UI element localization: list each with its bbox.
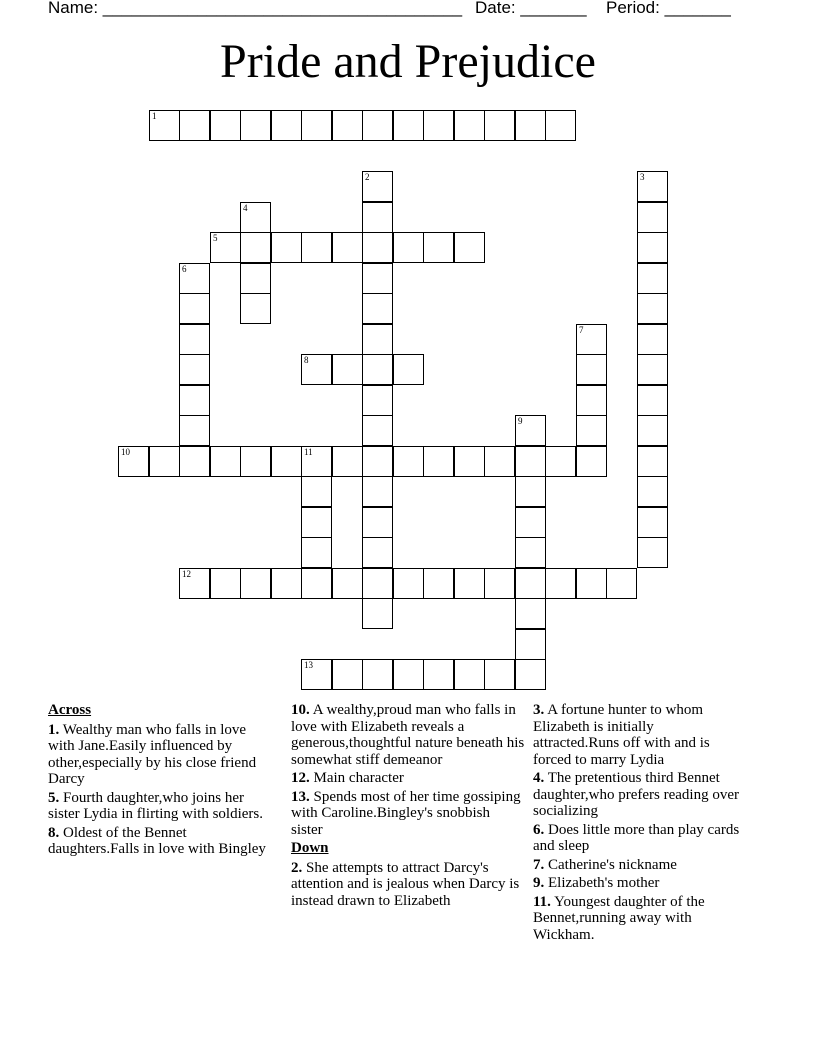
clue-down-4 [533, 770, 743, 820]
clue-text: Oldest of the Bennet daughters.Falls in love with Bingley [48, 824, 266, 857]
clue-number-label: 5 [213, 233, 218, 243]
clue-number-label: 10 [121, 447, 130, 457]
crossword-cell[interactable] [301, 110, 332, 141]
crossword-cell[interactable] [515, 507, 546, 538]
crossword-cell[interactable] [362, 598, 393, 629]
crossword-cell[interactable] [454, 110, 485, 141]
crossword-cell[interactable] [515, 629, 546, 660]
across-heading: Across [48, 702, 92, 718]
crossword-cell[interactable] [362, 110, 393, 141]
crossword-cell[interactable] [515, 415, 546, 446]
crossword-cell[interactable] [545, 568, 576, 599]
crossword-cell[interactable] [515, 537, 546, 568]
crossword-cell[interactable] [393, 354, 424, 385]
clue-down-2 [291, 860, 525, 910]
clue-text: The pretentious third Bennet daughter,who prefers reading over socializing [533, 770, 739, 819]
crossword-cell[interactable] [301, 568, 332, 599]
clue-text: A wealthy,proud man who falls in love with Elizabeth reveals a generous,thoughtful nature beneath his somewhat stiff demeanor [291, 702, 525, 768]
crossword-cell[interactable] [271, 568, 302, 599]
crossword-cell[interactable] [210, 110, 241, 141]
clue-text: Main character [313, 770, 404, 786]
clue-down-3 [533, 702, 743, 768]
crossword-cell[interactable] [332, 110, 363, 141]
crossword-cell[interactable] [362, 324, 393, 355]
crossword-cell[interactable] [637, 293, 668, 324]
crossword-cell[interactable] [332, 446, 363, 477]
crossword-cell[interactable] [179, 446, 210, 477]
clue-number-label: 3 [640, 172, 645, 182]
clue-number: 1. [48, 721, 60, 738]
crossword-cell[interactable] [362, 537, 393, 568]
clue-number: 13. [291, 788, 310, 805]
crossword-cell[interactable] [637, 385, 668, 416]
clue-text: A fortune hunter to whom Elizabeth is initially attracted.Runs off with and is forced to marry Lydia [533, 702, 710, 768]
crossword-cell[interactable] [210, 446, 241, 477]
worksheet-header [0, 0, 816, 22]
crossword-cell[interactable] [362, 659, 393, 690]
clue-number: 6. [533, 821, 545, 838]
clue-across-1 [48, 722, 274, 788]
crossword-cell[interactable] [515, 568, 546, 599]
clue-number-label: 7 [579, 325, 584, 335]
clue-text: Wealthy man who falls in love with Jane.Easily influenced by other,especially by his close friend Darcy [48, 721, 257, 787]
crossword-cell[interactable] [362, 568, 393, 599]
crossword-cell[interactable] [301, 537, 332, 568]
crossword-cell[interactable] [454, 659, 485, 690]
clue-down-11 [533, 894, 743, 944]
clue-across-12 [291, 770, 525, 787]
crossword-cell[interactable] [454, 568, 485, 599]
crossword-cell[interactable] [637, 446, 668, 477]
crossword-cell[interactable] [332, 659, 363, 690]
crossword-cell[interactable] [362, 354, 393, 385]
crossword-cell[interactable] [362, 446, 393, 477]
crossword-cell[interactable] [637, 507, 668, 538]
clue-across-13 [291, 789, 525, 839]
clue-number: 11. [533, 893, 551, 910]
clue-number-label: 13 [304, 660, 313, 670]
crossword-cell[interactable] [637, 324, 668, 355]
clue-number: 8. [48, 824, 60, 841]
crossword-cell[interactable] [362, 415, 393, 446]
crossword-cell[interactable] [576, 415, 607, 446]
clues-column-2 [291, 702, 525, 911]
crossword-cell[interactable] [240, 232, 271, 263]
clue-number: 5. [48, 789, 60, 806]
clue-number-label: 6 [182, 264, 187, 274]
clue-down-7 [533, 857, 743, 874]
crossword-cell[interactable] [240, 110, 271, 141]
clue-number: 4. [533, 770, 545, 786]
crossword-cell[interactable] [271, 446, 302, 477]
clue-across-10 [291, 702, 525, 768]
crossword-cell[interactable] [362, 385, 393, 416]
crossword-cell[interactable] [484, 446, 515, 477]
crossword-cell[interactable] [301, 476, 332, 507]
crossword-cell[interactable] [484, 568, 515, 599]
crossword-cell[interactable] [545, 446, 576, 477]
crossword-cell[interactable] [637, 202, 668, 233]
crossword-cell[interactable] [240, 568, 271, 599]
crossword-cell[interactable] [301, 446, 332, 477]
clue-number: 3. [533, 702, 545, 718]
crossword-cell[interactable] [240, 446, 271, 477]
crossword-cell[interactable] [515, 446, 546, 477]
page-title: Pride and Prejudice [220, 35, 596, 88]
clue-number: 10. [291, 702, 310, 718]
date-field-label[interactable]: Date: _______ [475, 0, 587, 17]
crossword-cell[interactable] [179, 263, 210, 294]
clue-number-label: 11 [304, 447, 313, 457]
crossword-cell[interactable] [210, 232, 241, 263]
crossword-cell[interactable] [393, 110, 424, 141]
crossword-cell[interactable] [179, 354, 210, 385]
crossword-cell[interactable] [179, 110, 210, 141]
clues-column-3 [533, 702, 743, 945]
crossword-cell[interactable] [576, 385, 607, 416]
crossword-cell[interactable] [301, 659, 332, 690]
crossword-cell[interactable] [637, 263, 668, 294]
crossword-cell[interactable] [149, 446, 180, 477]
crossword-cell[interactable] [515, 659, 546, 690]
crossword-cell[interactable] [637, 476, 668, 507]
crossword-cell[interactable] [362, 507, 393, 538]
crossword-cell[interactable] [576, 354, 607, 385]
crossword-cell[interactable] [576, 324, 607, 355]
crossword-cell[interactable] [240, 263, 271, 294]
crossword-cell[interactable] [637, 232, 668, 263]
clue-text: Youngest daughter of the Bennet,running away with Wickham. [533, 893, 705, 943]
crossword-cell[interactable] [332, 354, 363, 385]
crossword-cell[interactable] [362, 171, 393, 202]
clue-number-label: 12 [182, 569, 191, 579]
crossword-cell[interactable] [271, 110, 302, 141]
name-field-label[interactable]: Name: ______________________________________ [48, 0, 463, 17]
clue-number: 2. [291, 859, 303, 876]
crossword-cell[interactable] [454, 446, 485, 477]
clue-text: She attempts to attract Darcy's attention and is jealous when Darcy is instead drawn to Elizabeth [291, 859, 520, 909]
crossword-cell[interactable] [240, 293, 271, 324]
clue-text: Spends most of her time gossiping with Caroline.Bingley's snobbish sister [291, 788, 521, 838]
clue-text: Does little more than play cards and sleep [533, 821, 740, 854]
crossword-cell[interactable] [637, 354, 668, 385]
crossword-cell[interactable] [362, 293, 393, 324]
crossword-cell[interactable] [362, 202, 393, 233]
clues-column-1 [48, 702, 274, 860]
crossword-cell[interactable] [271, 232, 302, 263]
crossword-cell[interactable] [179, 385, 210, 416]
crossword-cell[interactable] [179, 415, 210, 446]
crossword-cell[interactable] [362, 232, 393, 263]
crossword-cell[interactable] [515, 598, 546, 629]
crossword-cell[interactable] [362, 476, 393, 507]
crossword-cell[interactable] [179, 324, 210, 355]
crossword-cell[interactable] [423, 110, 454, 141]
clue-text: Elizabeth's mother [548, 875, 660, 891]
crossword-cell[interactable] [332, 232, 363, 263]
crossword-cell[interactable] [393, 232, 424, 263]
clue-number-label: 4 [243, 203, 248, 213]
crossword-cell[interactable] [576, 568, 607, 599]
crossword-cell[interactable] [301, 507, 332, 538]
crossword-cell[interactable] [118, 446, 149, 477]
clue-number: 12. [291, 770, 310, 786]
crossword-cell[interactable] [179, 293, 210, 324]
clue-text: Catherine's nickname [548, 856, 677, 873]
clue-number-label: 1 [152, 111, 157, 121]
crossword-cell[interactable] [423, 659, 454, 690]
crossword-cell[interactable] [545, 110, 576, 141]
crossword-cell[interactable] [149, 110, 180, 141]
crossword-cell[interactable] [637, 537, 668, 568]
down-heading: Down [291, 840, 329, 856]
crossword-cell[interactable] [240, 202, 271, 233]
crossword-cell[interactable] [393, 568, 424, 599]
crossword-cell[interactable] [179, 568, 210, 599]
crossword-cell[interactable] [210, 568, 241, 599]
crossword-cell[interactable] [637, 415, 668, 446]
crossword-cell[interactable] [393, 659, 424, 690]
crossword-cell[interactable] [423, 568, 454, 599]
clue-text: Fourth daughter,who joins her sister Lydia in flirting with soldiers. [48, 789, 263, 822]
clue-down-9 [533, 875, 743, 892]
clue-across-8 [48, 825, 274, 858]
clue-number-label: 2 [365, 172, 370, 182]
crossword-cell[interactable] [362, 263, 393, 294]
crossword-cell[interactable] [576, 446, 607, 477]
clue-down-6 [533, 822, 743, 855]
crossword-cell[interactable] [301, 354, 332, 385]
crossword-cell[interactable] [393, 446, 424, 477]
crossword-cell[interactable] [454, 232, 485, 263]
clue-number-label: 9 [518, 416, 523, 426]
crossword-cell[interactable] [515, 476, 546, 507]
crossword-cell[interactable] [637, 171, 668, 202]
clue-number: 9. [533, 875, 545, 891]
crossword-cell[interactable] [606, 568, 637, 599]
period-field-label[interactable]: Period: _______ [606, 0, 731, 17]
clue-number: 7. [533, 856, 545, 873]
crossword-cell[interactable] [301, 232, 332, 263]
crossword-cell[interactable] [484, 659, 515, 690]
crossword-cell[interactable] [515, 110, 546, 141]
crossword-cell[interactable] [332, 568, 363, 599]
crossword-cell[interactable] [484, 110, 515, 141]
crossword-cell[interactable] [423, 446, 454, 477]
clue-across-5 [48, 790, 274, 823]
clue-number-label: 8 [304, 355, 309, 365]
crossword-cell[interactable] [423, 232, 454, 263]
